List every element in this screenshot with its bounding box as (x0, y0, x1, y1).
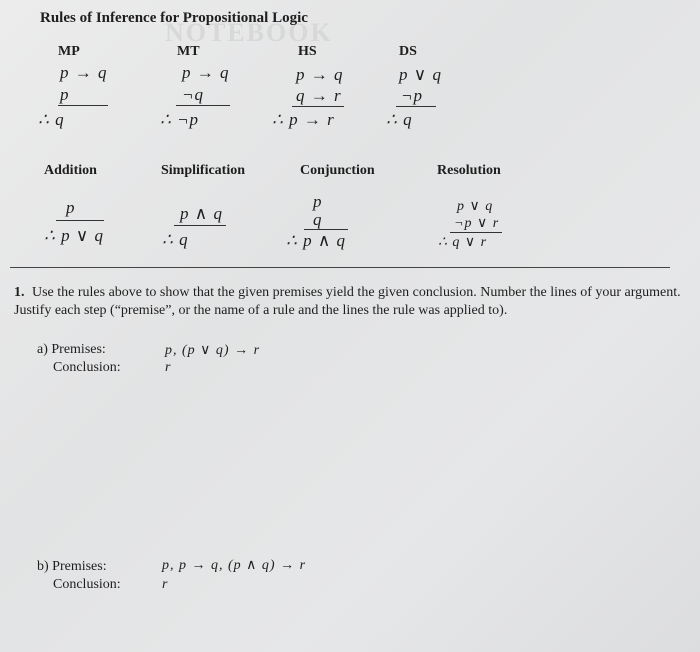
part-a-premises-label: a) Premises: (37, 342, 106, 357)
part-a-conclusion: r (165, 360, 172, 375)
rule-conjunction-name: Conjunction (300, 163, 375, 178)
rule-mt-conclusion: ∴ ¬p (160, 110, 200, 129)
rule-mt-name: MT (177, 44, 200, 59)
problem-text: Use the rules above to show that the given premises yield the given conclusion. Number the lines of your argument. Justify each step (“premise”, or the name of a rule and the lines the rule was applied to). (14, 285, 681, 318)
rule-resolution-conclusion: ∴ q ∨ r (438, 235, 488, 250)
rule-addition-line (56, 220, 104, 221)
part-a-conclusion-label: Conclusion: (53, 360, 121, 375)
rule-simplification-premise: p ∧ q (180, 204, 223, 223)
rule-hs-name: HS (298, 44, 317, 59)
rule-simplification-conclusion: ∴ q (162, 230, 189, 249)
rule-conjunction-premise-1: p (313, 192, 323, 211)
rule-conjunction-premise-2: q (313, 210, 323, 229)
rule-hs-conclusion: ∴ p → r (272, 110, 335, 129)
rule-conjunction-line (304, 229, 348, 230)
part-b-conclusion: r (162, 577, 169, 592)
rule-mt-premise-2: ¬q (182, 85, 204, 104)
rule-addition-premise: p (66, 198, 76, 217)
part-a-premises: p, (p ∨ q) → r (165, 343, 261, 358)
rule-resolution-line (450, 232, 502, 233)
rule-hs-line (292, 106, 344, 107)
rule-mp-conclusion: ∴ q (38, 110, 65, 129)
rule-mp-premise-2: p (60, 85, 70, 104)
notebook-watermark: NOTEBOOK (165, 18, 333, 47)
problem-number: 1. (14, 285, 25, 300)
rule-addition-conclusion: ∴ p ∨ q (44, 226, 105, 245)
rule-mt-line (176, 105, 230, 106)
rule-ds-premise-2: ¬p (401, 86, 423, 105)
rule-addition-name: Addition (44, 163, 97, 178)
rule-resolution-premise-2: ¬p ∨ r (454, 216, 500, 231)
page-title: Rules of Inference for Propositional Logic (40, 10, 308, 26)
rule-simplification-line (174, 225, 226, 226)
rule-mp-line (58, 105, 108, 106)
rule-resolution-name: Resolution (437, 163, 501, 178)
section-divider (10, 267, 670, 268)
rule-mt-premise-1: p → q (182, 63, 230, 82)
rule-mp-name: MP (58, 44, 80, 59)
rule-hs-premise-1: p → q (296, 65, 344, 84)
rule-ds-premise-1: p ∨ q (399, 65, 442, 84)
rule-ds-conclusion: ∴ q (386, 110, 413, 129)
part-b-premises-label: b) Premises: (37, 559, 107, 574)
rule-resolution-premise-1: p ∨ q (457, 199, 494, 214)
rule-ds-name: DS (399, 44, 417, 59)
rule-mp-premise-1: p → q (60, 63, 108, 82)
rule-conjunction-conclusion: ∴ p ∧ q (286, 231, 347, 250)
part-b-conclusion-label: Conclusion: (53, 577, 121, 592)
rule-ds-line (396, 106, 436, 107)
rule-simplification-name: Simplification (161, 163, 246, 178)
rule-hs-premise-2: q → r (296, 86, 342, 105)
problem-statement (14, 284, 684, 320)
part-b-premises: p, p → q, (p ∧ q) → r (162, 558, 307, 573)
